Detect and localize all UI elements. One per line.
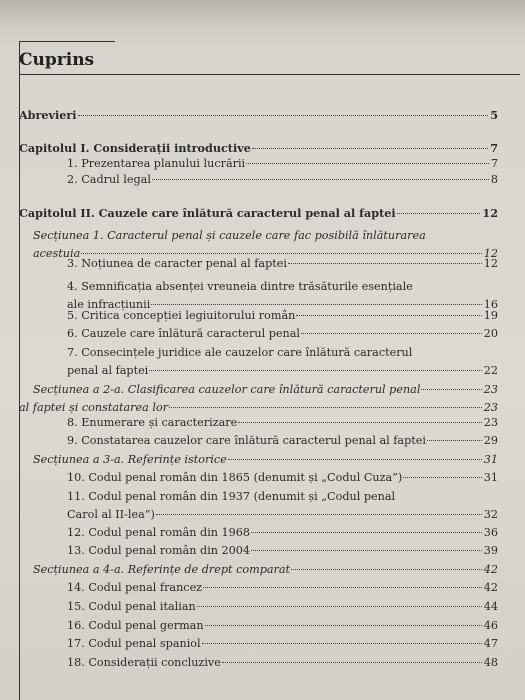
toc-page-number: 31 — [483, 453, 498, 466]
toc-entry-title: 13. Codul penal român din 2004 — [67, 544, 251, 557]
toc-entry-title: 2. Cadrul legal — [67, 173, 151, 186]
leader-dots — [81, 253, 482, 254]
leader-dots — [296, 315, 481, 316]
toc-page-number: 12 — [482, 206, 498, 220]
toc-entry-continuation: al faptei și constatarea lor — [19, 401, 169, 414]
toc-entry — [19, 327, 498, 342]
leader-dots — [156, 514, 482, 515]
leader-dots — [238, 422, 482, 423]
toc-page-number: 7 — [490, 157, 498, 170]
toc-page-number: 44 — [483, 600, 498, 613]
toc-page-number: 47 — [483, 637, 498, 650]
toc-entry-title: 1. Prezentarea planului lucrării — [67, 157, 246, 170]
leader-dots — [222, 662, 482, 663]
toc-entry-continuation: ale infracțiunii — [67, 298, 151, 311]
toc-entry-title: Secțiunea 1. Caracterul penal și cauzele care fac posibilă înlăturarea — [33, 229, 426, 242]
toc-entry-title: 10. Codul penal român din 1865 (denumit și „Codul Cuza”) — [67, 471, 403, 484]
toc-entry — [19, 257, 498, 272]
toc-entry — [19, 490, 498, 521]
toc-entry-title: Capitolul I. Considerații introductive — [19, 141, 251, 155]
toc-page-number: 8 — [490, 173, 498, 186]
toc-entry — [19, 157, 498, 172]
leader-dots — [228, 459, 482, 460]
leader-dots — [169, 407, 482, 408]
toc-page-number: 42 — [483, 563, 498, 576]
toc-entry-title: 8. Enumerare și caracterizare — [67, 416, 238, 429]
toc-entry — [19, 141, 498, 156]
toc-page-number: 32 — [483, 508, 498, 521]
toc-entry — [19, 280, 498, 311]
leader-dots — [403, 477, 481, 478]
toc-entry — [19, 173, 498, 188]
leader-dots — [421, 389, 481, 390]
toc-entry — [19, 309, 498, 324]
toc-entry — [19, 600, 498, 615]
leader-dots — [427, 440, 482, 441]
toc-entry-title: 14. Codul penal francez — [67, 581, 203, 594]
leader-dots — [246, 163, 489, 164]
toc-page-number: 48 — [483, 656, 498, 669]
toc-entry — [19, 383, 498, 414]
toc-entry-title: Secțiunea a 2-a. Clasificarea cauzelor care înlătură caracterul penal — [33, 383, 421, 396]
leader-dots — [151, 304, 481, 305]
toc-entry-continuation: penal al faptei — [67, 364, 149, 377]
page-title: Cuprins — [19, 50, 95, 70]
toc-page-number: 29 — [483, 434, 498, 447]
page-shadow — [0, 0, 525, 28]
toc-entry-title: 3. Noțiunea de caracter penal al faptei — [67, 257, 287, 270]
toc-entry-title: 18. Considerații concluzive — [67, 656, 221, 669]
toc-entry-continuation: acestuia — [33, 247, 81, 260]
toc-page-number: 23 — [483, 416, 498, 429]
toc-page-number: 42 — [483, 581, 498, 594]
leader-dots — [202, 643, 482, 644]
toc-entry — [19, 637, 498, 652]
toc-page-number: 19 — [483, 309, 498, 322]
toc-entry-title: 9. Constatarea cauzelor care înlătură caracterul penal al faptei — [67, 434, 426, 447]
leader-dots — [251, 550, 482, 551]
toc-page-number: 31 — [483, 471, 498, 484]
toc-entry-title: 16. Codul penal german — [67, 619, 204, 632]
toc-entry-title: 5. Critica concepției legiuitorului român — [67, 309, 296, 322]
toc-entry — [19, 108, 498, 123]
toc-entry — [19, 526, 498, 541]
leader-dots — [203, 587, 482, 588]
toc-entry-title: 11. Codul penal român din 1937 (denumit și „Codul penal — [67, 490, 396, 503]
toc-entry-title: Capitolul II. Cauzele care înlătură caracterul penal al faptei — [19, 206, 396, 220]
leader-dots — [197, 606, 482, 607]
toc-entry — [19, 471, 498, 486]
toc-entry — [19, 619, 498, 634]
toc-page-number: 12 — [483, 257, 498, 270]
leader-dots — [397, 213, 481, 214]
toc-page-number: 20 — [483, 327, 498, 340]
toc-entry — [19, 656, 498, 671]
toc-page-number: 23 — [483, 383, 498, 396]
toc-entry — [19, 434, 498, 449]
toc-entry-title: Secțiunea a 4-a. Referințe de drept comparat — [33, 563, 291, 576]
leader-dots — [252, 148, 488, 149]
toc-page-number: 46 — [483, 619, 498, 632]
leader-dots — [288, 263, 482, 264]
toc-page-number: 22 — [483, 364, 498, 377]
toc-entry-title: Abrevieri — [19, 108, 77, 122]
toc-entry — [19, 416, 498, 431]
leader-dots — [251, 532, 482, 533]
toc-page-number: 36 — [483, 526, 498, 539]
toc-page-number: 39 — [483, 544, 498, 557]
toc-entry — [19, 346, 498, 377]
toc-entry-title: Secțiunea a 3-a. Referințe istorice — [33, 453, 227, 466]
leader-dots — [149, 370, 481, 371]
leader-dots — [78, 115, 489, 116]
toc-entry — [19, 544, 498, 559]
toc-entry-continuation: Carol al II-lea”) — [67, 508, 155, 521]
toc-entry-title: 12. Codul penal român din 1968 — [67, 526, 251, 539]
toc-page-number: 7 — [490, 141, 498, 155]
leader-dots — [291, 569, 482, 570]
leader-dots — [152, 179, 489, 180]
toc-entry — [19, 581, 498, 596]
toc-entry-title: 4. Semnificația absenței vreuneia dintre trăsăturile esențiale — [67, 280, 413, 293]
top-rule — [115, 74, 520, 75]
toc-page-number: 16 — [483, 298, 498, 311]
toc-entry — [19, 206, 498, 221]
toc-entry-title: 15. Codul penal italian — [67, 600, 196, 613]
leader-dots — [301, 333, 482, 334]
leader-dots — [205, 625, 482, 626]
toc-page-number: 12 — [483, 247, 498, 260]
toc-page-number: 23 — [483, 401, 498, 414]
toc-entry — [19, 563, 498, 578]
toc-entry-title: 17. Codul penal spaniol — [67, 637, 201, 650]
toc-entry-title: 6. Cauzele care înlătură caracterul penal — [67, 327, 300, 340]
toc-entry — [19, 229, 498, 260]
toc-entry — [19, 453, 498, 468]
toc-page-number: 5 — [490, 108, 498, 122]
toc-entry-title: 7. Consecințele juridice ale cauzelor care înlătură caracterul — [67, 346, 413, 359]
